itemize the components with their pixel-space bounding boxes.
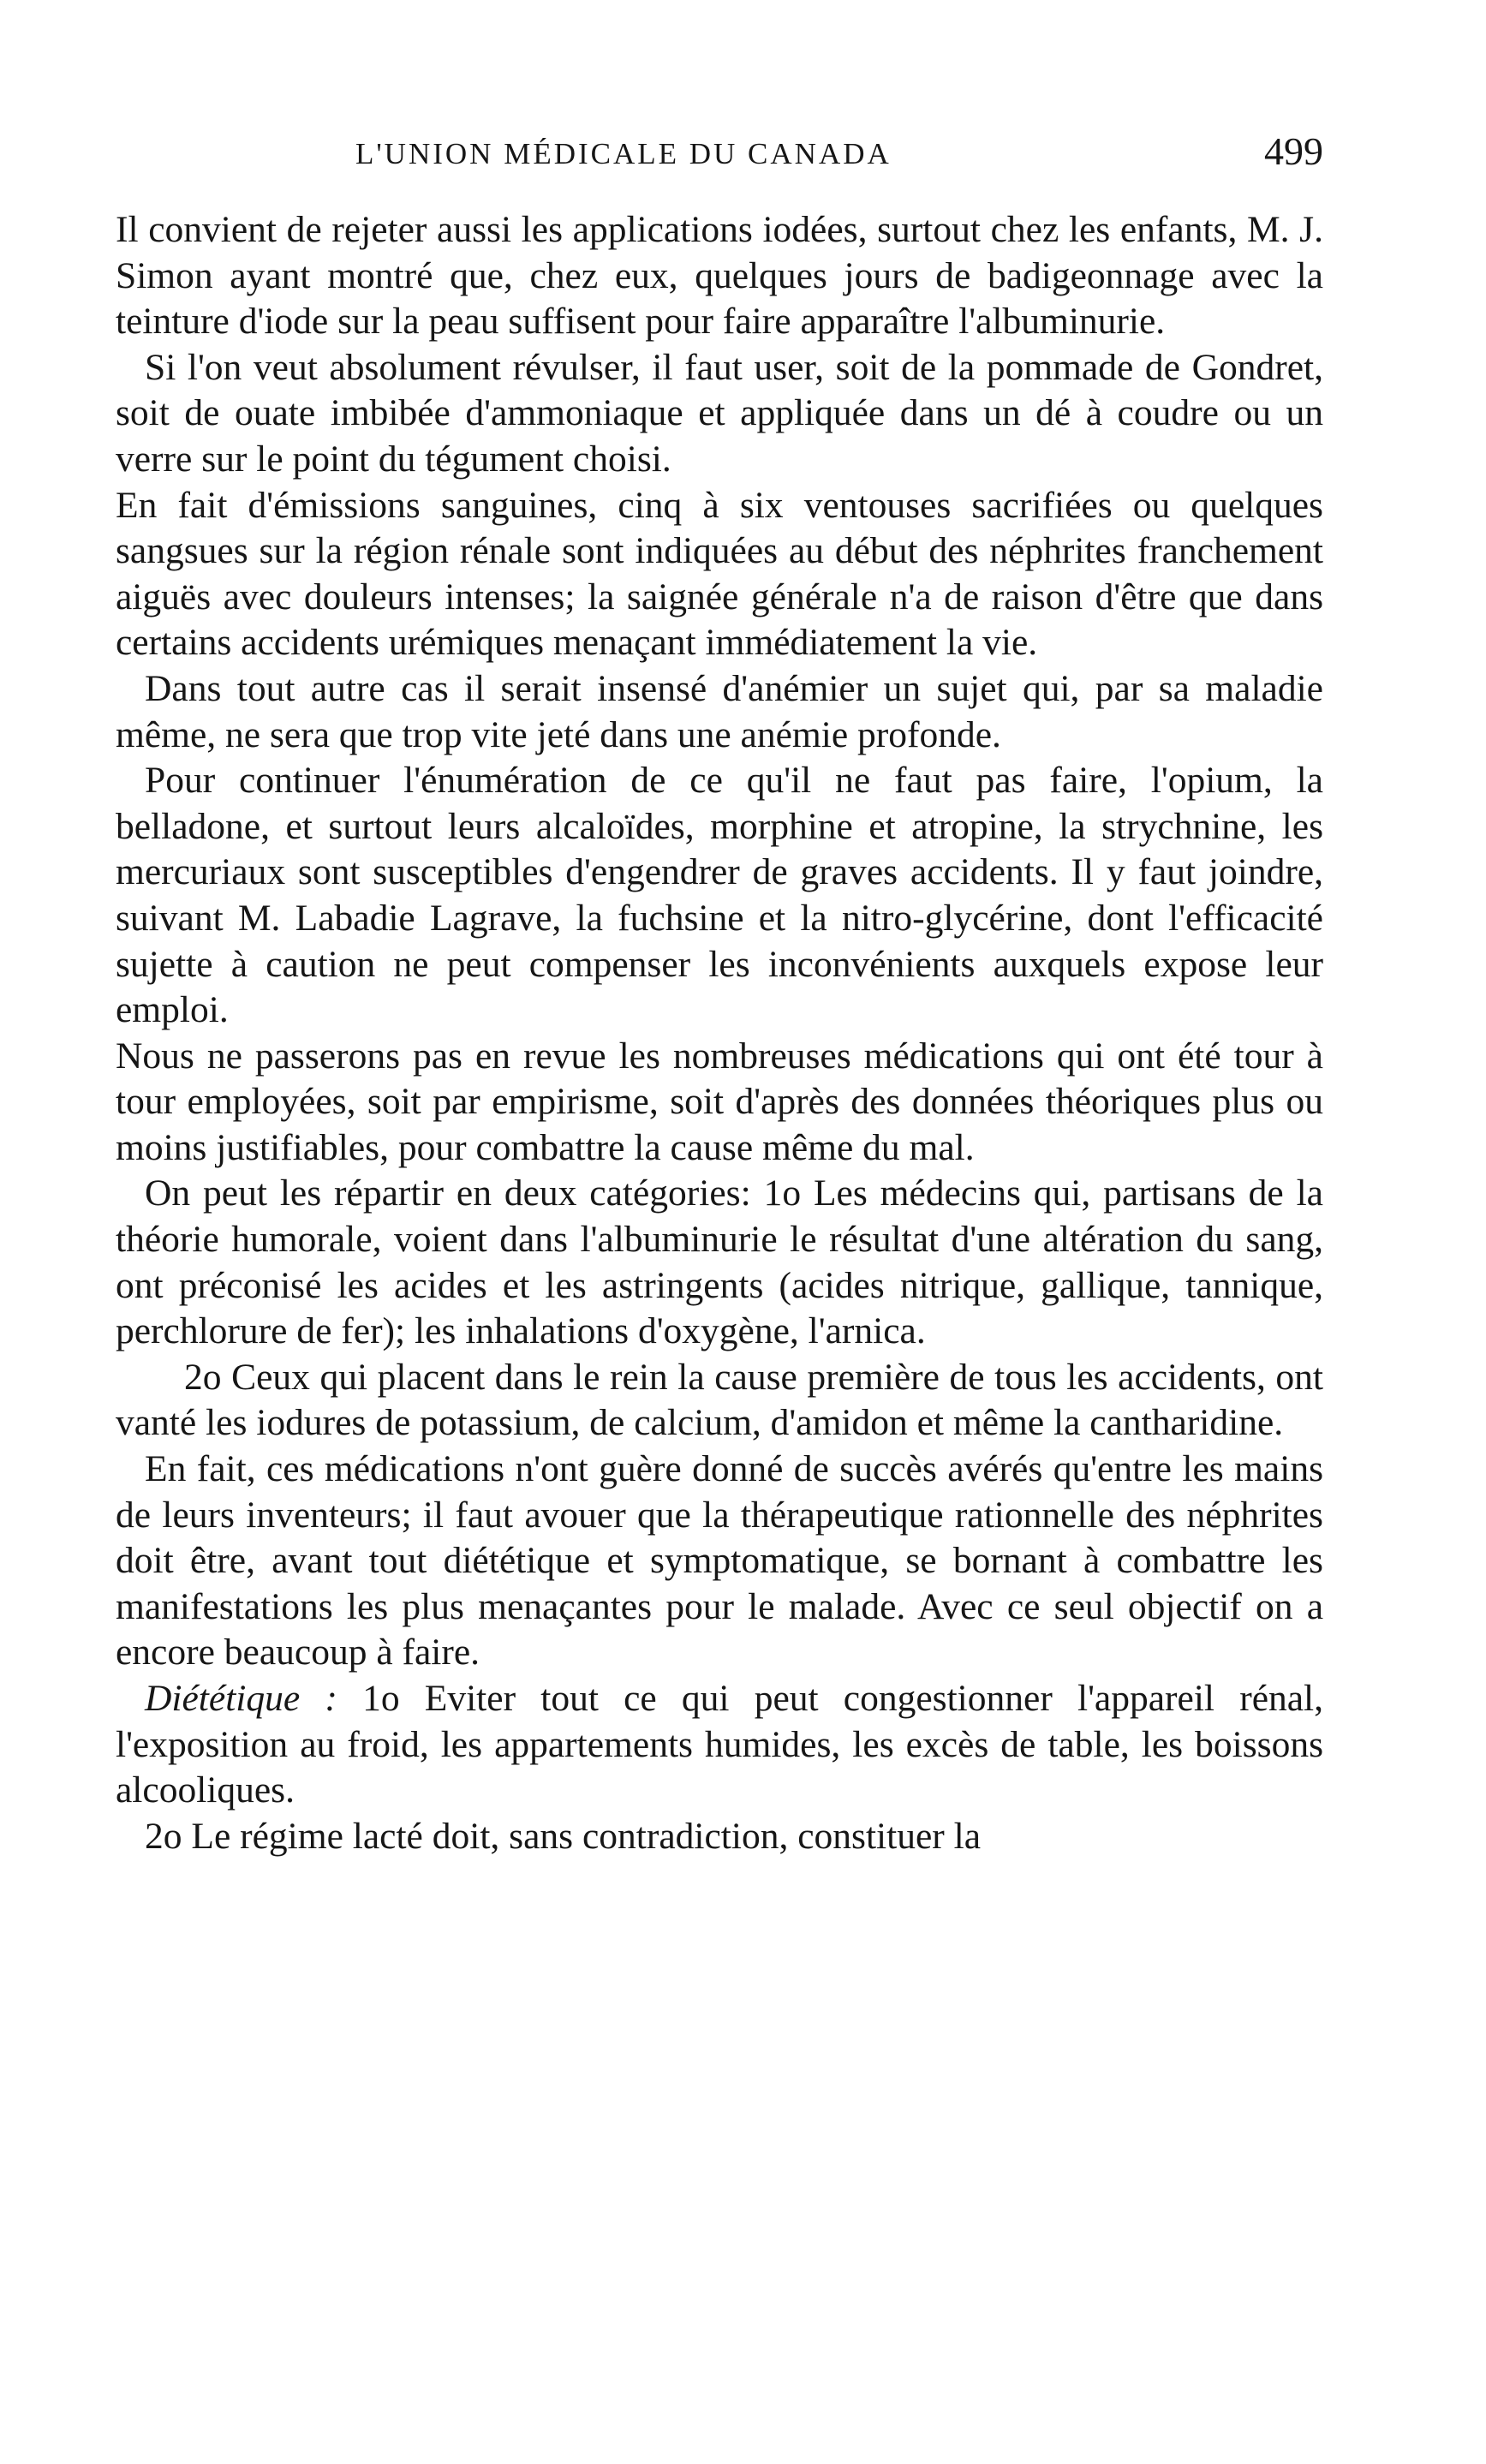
article-body <box>116 207 1323 1859</box>
paragraph-milk-diet: 2o Le régime lacté doit, sans contradiction, constituer la <box>145 1815 982 1857</box>
dietetics-lead: Diététique : <box>145 1678 337 1719</box>
journal-title: L'UNION MÉDICALE DU CANADA <box>355 137 892 170</box>
paragraph-anemia: Dans tout autre cas il serait insensé d'anémier un sujet qui, par sa maladie même, ne sera que trop vite jeté dans une anémie profonde. <box>116 667 1323 755</box>
dietetics-text: 1o Eviter tout ce qui peut congestionner l'appareil rénal, l'exposition au froid, les appartements humides, les excès de table, les boissons alcooliques. <box>116 1678 1324 1811</box>
paragraph-revulsion: Si l'on veut absolument révulser, il faut user, soit de la pommade de Gondret, soit de ouate imbibée d'ammoniaque et appliquée dans un dé à coudre ou un verre sur le point du tégument choisi. <box>116 346 1323 480</box>
paragraph-drugs-to-avoid: Pour continuer l'énumération de ce qu'il ne faut pas faire, l'opium, la belladone, et surtout leurs alcaloïdes, morphine et atropine, la strychnine, les mercuriaux sont susceptibles d'engendrer de graves accidents. Il y faut joindre, suivant M. Labadie Lagrave, la fuchsine et la nitro-glycérine, dont l'efficacité sujette à caution ne peut compenser les inconvénients auxquels expose leur emploi. <box>116 760 1323 1031</box>
paragraph-dietetics <box>116 1676 1323 1814</box>
paragraph-second-category: 2o Ceux qui placent dans le rein la cause première de tous les accidents, ont vanté les iodures de potassium, de calcium, d'amidon et même la cantharidine. <box>116 1356 1323 1444</box>
paragraph-rational-therapy: En fait, ces médications n'ont guère donné de succès avérés qu'entre les mains de leurs inventeurs; il faut avouer que la thérapeutique rationnelle des néphrites doit être, avant tout diététique et symptomatique, se bornant à combattre les manifestations les plus menaçantes pour le malade. Avec ce seul objectif on a encore beaucoup à faire. <box>116 1448 1323 1673</box>
paragraph-bloodletting: En fait d'émissions sanguines, cinq à six ventouses sacrifiées ou quelques sangsues sur la région rénale sont indiquées au début des néphrites franchement aiguës avec douleurs intenses; la saignée générale n'a de raison d'être que dans certains accidents urémiques menaçant immédiatement la vie. <box>116 484 1323 664</box>
page-number: 499 <box>1264 129 1323 173</box>
document-page <box>116 128 1323 1859</box>
running-header <box>116 128 1323 188</box>
paragraph-categories: On peut les répartir en deux catégories: 1o Les médecins qui, partisans de la théorie humorale, voient dans l'albuminurie le résultat d'une altération du sang, ont préconisé les acides et les astringents (acides nitrique, gallique, tannique, perchlorure de fer); les inhalations d'oxygène, l'arnica. <box>116 1172 1323 1352</box>
paragraph-medications: Nous ne passerons pas en revue les nombreuses médications qui ont été tour à tour employées, soit par empirisme, soit d'après des données théoriques plus ou moins justifiables, pour combattre la cause même du mal. <box>116 1035 1323 1168</box>
paragraph-iodine: Il convient de rejeter aussi les applications iodées, surtout chez les enfants, M. J. Simon ayant montré que, chez eux, quelques jours de badigeonnage avec la teinture d'iode sur la peau suffisent pour faire apparaître l'albuminurie. <box>116 209 1323 343</box>
